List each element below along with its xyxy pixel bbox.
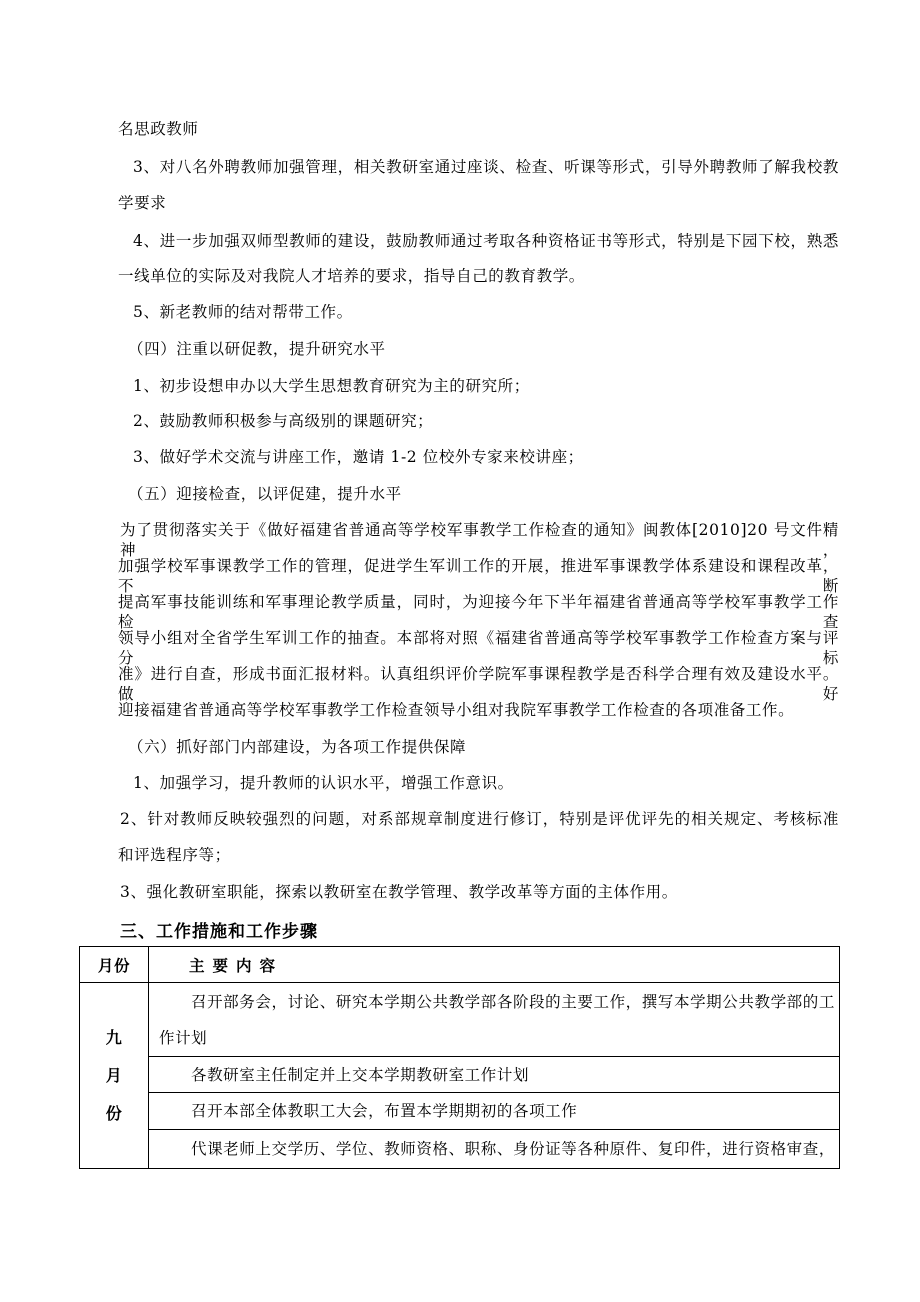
cell-text-line: 各教研室主任制定并上交本学期教研室工作计划 xyxy=(190,1065,530,1084)
paragraph-line: 领导小组对全省学生军训工作的抽查。本部将对照《福建省普通高等学校军事教学工作检查方案与评分标 xyxy=(118,629,839,667)
subsection-heading: （四）注重以研促教，提升研究水平 xyxy=(128,340,386,358)
section-heading: 三、工作措施和工作步骤 xyxy=(120,922,318,942)
paragraph-line: 3、做好学术交流与讲座工作，邀请 1-2 位校外专家来校讲座； xyxy=(133,448,584,466)
table-row xyxy=(80,1057,840,1093)
paragraph-line: 加强学校军事课教学工作的管理，促进学生军训工作的开展，推进军事课教学体系建设和课程改革，不断 xyxy=(118,557,839,595)
content-cell xyxy=(148,1057,839,1093)
paragraph-line: 3、对八名外聘教师加强管理，相关教研室通过座谈、检查、听课等形式，引导外聘教师了解我校教 xyxy=(133,158,839,176)
month-cell xyxy=(80,983,149,1169)
content-cell xyxy=(148,983,839,1057)
paragraph-line: 3、强化教研室职能，探索以教研室在教学管理、教学改革等方面的主体作用。 xyxy=(120,883,678,901)
paragraph-line: 迎接福建省普通高等学校军事教学工作检查领导小组对我院军事教学工作检查的各项准备工作。 xyxy=(118,701,795,719)
paragraph-line: 学要求 xyxy=(118,194,167,212)
cell-text-line: 代课老师上交学历、学位、教师资格、职称、身份证等各种原件、复印件，进行资格审查， xyxy=(190,1140,835,1158)
paragraph-line: 名思政教师 xyxy=(118,120,199,138)
header-content: 主要内容 xyxy=(148,947,839,983)
paragraph-line: 2、针对教师反映较强烈的问题，对系部规章制度进行修订，特别是评优评先的相关规定、考核标准 xyxy=(120,810,839,828)
subsection-heading: （五）迎接检查，以评促建，提升水平 xyxy=(128,485,402,503)
schedule-table xyxy=(79,946,840,1169)
paragraph-line: 4、进一步加强双师型教师的建设，鼓励教师通过考取各种资格证书等形式，特别是下园下校，熟悉 xyxy=(133,232,839,250)
paragraph-line: 准》进行自查，形成书面汇报材料。认真组织评价学院军事课程教学是否科学合理有效及建设水平。做好 xyxy=(118,665,839,703)
header-month: 月份 xyxy=(80,947,149,983)
paragraph-line: 2、鼓励教师积极参与高级别的课题研究； xyxy=(133,412,434,430)
paragraph-line: 为了贯彻落实关于《做好福建省普通高等学校军事教学工作检查的通知》闽教体[2010]20 号文件精神， xyxy=(120,521,839,559)
paragraph-line: 和评选程序等； xyxy=(118,846,231,864)
paragraph-line: 一线单位的实际及对我院人才培养的要求，指导自己的教育教学。 xyxy=(118,267,585,285)
paragraph-line: 提高军事技能训练和军事理论教学质量，同时，为迎接今年下半年福建省普通高等学校军事教学工作检查 xyxy=(118,593,839,631)
subsection-heading: （六）抓好部门内部建设，为各项工作提供保障 xyxy=(128,738,467,756)
month-char: 月 xyxy=(105,1065,123,1085)
content-cell xyxy=(148,1130,839,1169)
month-char: 份 xyxy=(105,1103,123,1123)
cell-text-line: 作计划 xyxy=(158,1028,208,1047)
cell-text-line: 召开部务会，讨论、研究本学期公共教学部各阶段的主要工作，撰写本学期公共教学部的工 xyxy=(190,992,835,1011)
table-row xyxy=(80,1093,840,1130)
month-char: 九 xyxy=(105,1027,123,1047)
paragraph-line: 1、加强学习，提升教师的认识水平，增强工作意识。 xyxy=(133,774,514,792)
content-cell xyxy=(148,1093,839,1130)
table-row xyxy=(80,983,840,1057)
cell-text-line: 召开本部全体教职工大会，布置本学期期初的各项工作 xyxy=(190,1102,578,1120)
paragraph-line: 1、初步设想申办以大学生思想教育研究为主的研究所； xyxy=(133,377,530,395)
paragraph-line: 5、新老教师的结对帮带工作。 xyxy=(133,303,353,321)
table-header-row xyxy=(80,947,840,983)
table-row xyxy=(80,1130,840,1169)
